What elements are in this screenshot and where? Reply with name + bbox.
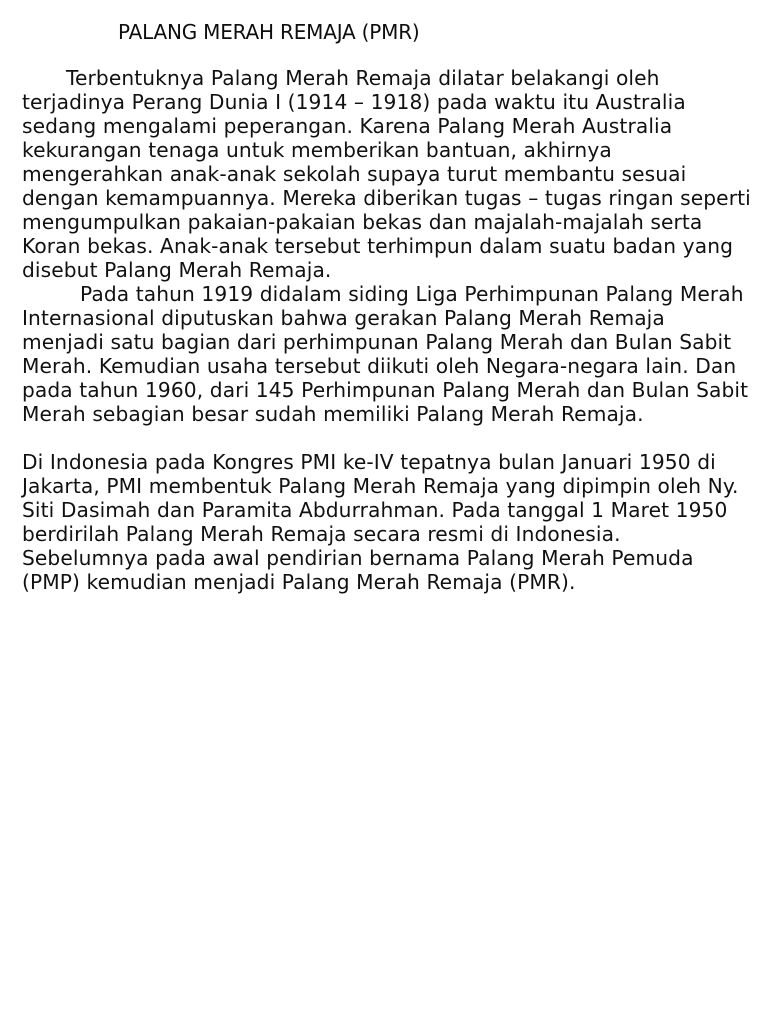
paragraph-1: Terbentuknya Palang Merah Remaja dilatar belakangi oleh terjadinya Perang Dunia I (1914 – 1918) pada waktu itu Australia sedang mengalami peperangan. Karena Palang Merah Australia kekurangan tenaga untuk memberikan bantuan, akhirnya mengerahkan anak-anak sekolah supaya turut membantu sesuai dengan kemampuannya. Mereka diberikan tugas – tugas ringan seperti mengumpulkan pakaian-pakaian bekas dan majalah-majalah serta Koran bekas. Anak-anak tersebut terhimpun dalam suatu badan yang disebut Palang Merah Remaja. — [22, 66, 751, 282]
document-title: PALANG MERAH REMAJA (PMR) — [118, 20, 420, 44]
paragraph-2: Pada tahun 1919 didalam siding Liga Perhimpunan Palang Merah Internasional diputuskan bahwa gerakan Palang Merah Remaja menjadi satu bagian dari perhimpunan Palang Merah dan Bulan Sabit Merah. Kemudian usaha tersebut diikuti oleh Negara-negara lain. Dan pada tahun 1960, dari 145 Perhimpunan Palang Merah dan Bulan Sabit Merah sebagian besar sudah memiliki Palang Merah Remaja. — [22, 282, 749, 426]
paragraph-3: Di Indonesia pada Kongres PMI ke-IV tepatnya bulan Januari 1950 di Jakarta, PMI membentuk Palang Merah Remaja yang dipimpin oleh Ny. Siti Dasimah dan Paramita Abdurrahman. Pada tanggal 1 Maret 1950 berdirilah Palang Merah Remaja secara resmi di Indonesia. Sebelumnya pada awal pendirian bernama Palang Merah Pemuda (PMP) kemudian menjadi Palang Merah Remaja (PMR). — [22, 450, 739, 594]
document-body — [22, 66, 752, 594]
